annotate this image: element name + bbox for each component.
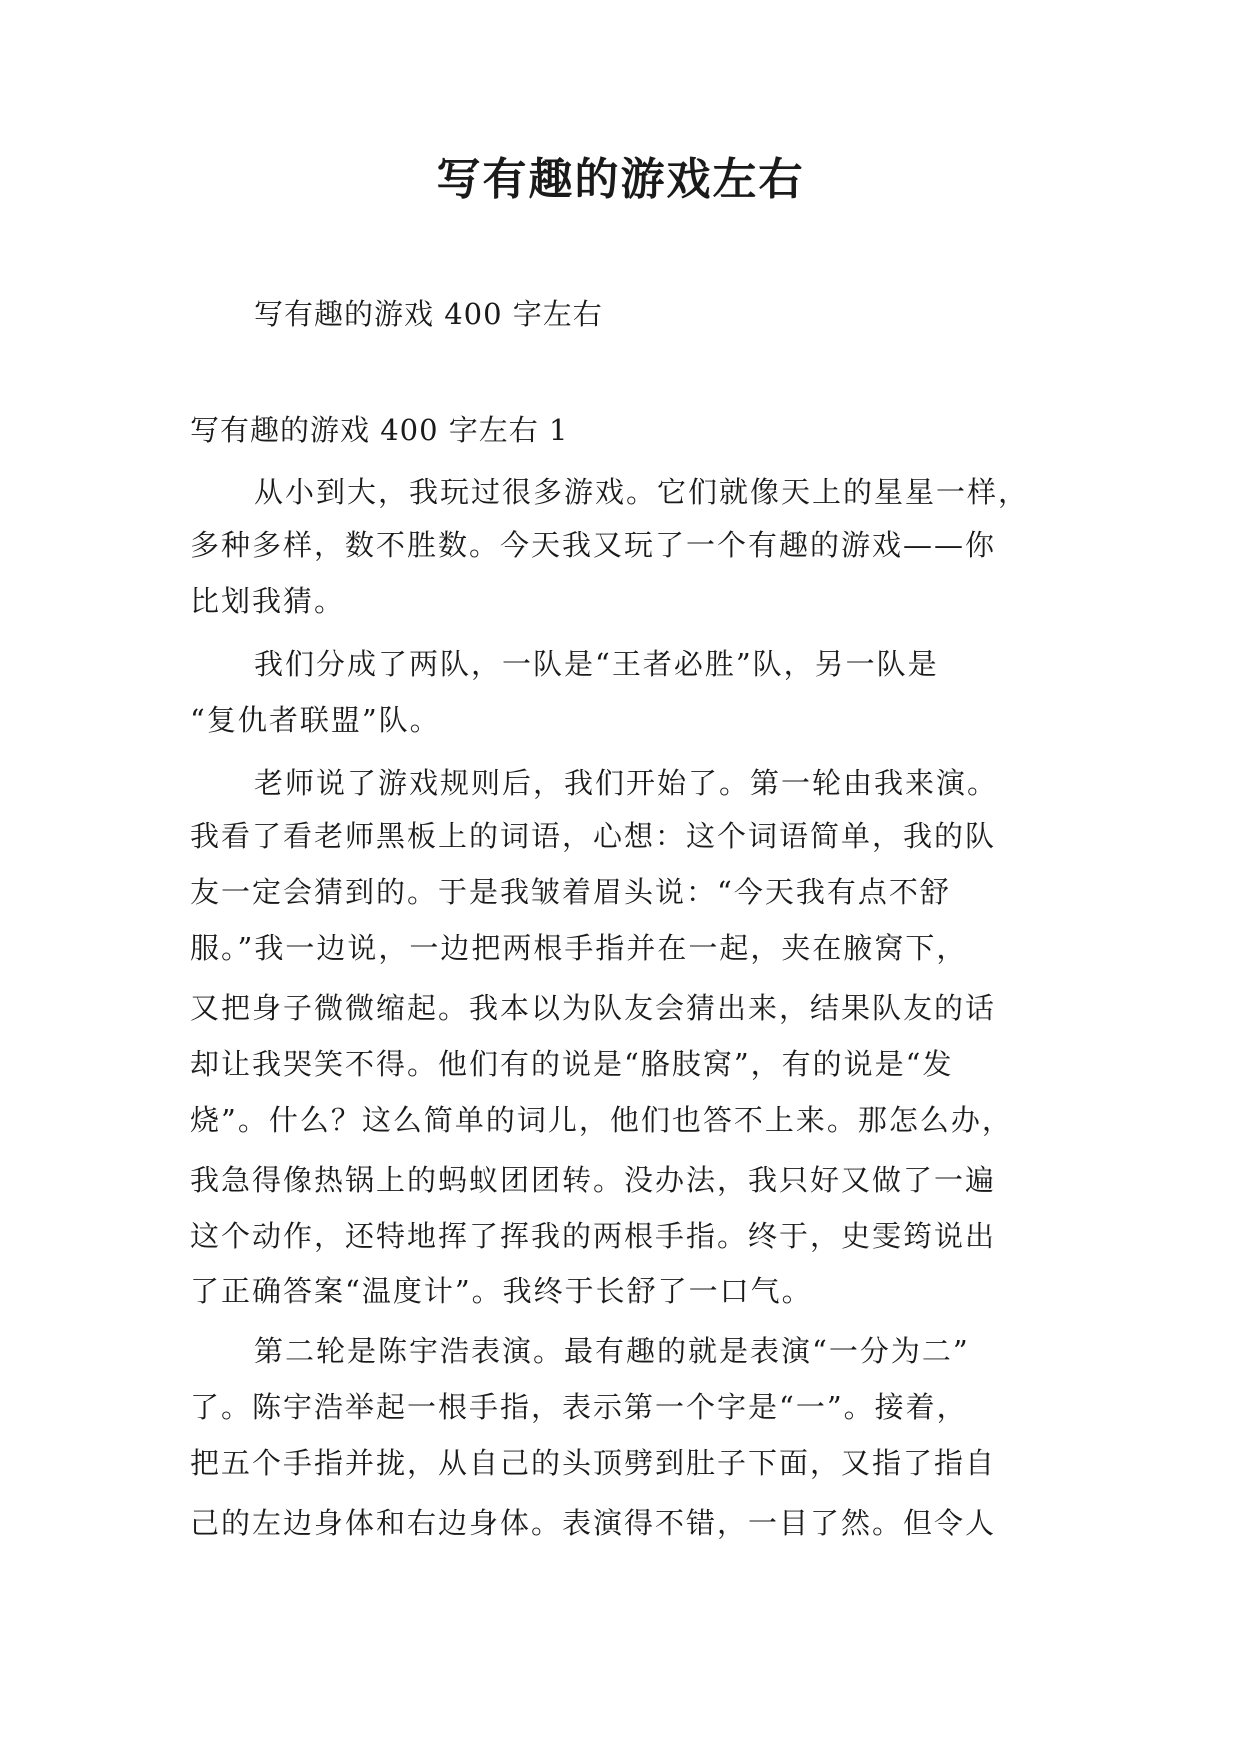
body-line: 了。陈宇浩举起一根手指，表示第一个字是“一”。接着， bbox=[190, 1390, 968, 1424]
body-line: 我看了看老师黑板上的词语，心想：这个词语简单，我的队 bbox=[190, 819, 997, 853]
body-line: 从小到大，我玩过很多游戏。它们就像天上的星星一样， bbox=[254, 475, 1030, 509]
body-line: 老师说了游戏规则后，我们开始了。第一轮由我来演。 bbox=[254, 766, 999, 800]
body-line: 我急得像热锅上的蚂蚁团团转。没办法，我只好又做了一遍 bbox=[190, 1163, 997, 1197]
body-line: 第二轮是陈宇浩表演。最有趣的就是表演“一分为二” bbox=[254, 1334, 970, 1368]
section-heading: 写有趣的游戏 400 字左右 1 bbox=[190, 413, 569, 447]
body-line: “复仇者联盟”队。 bbox=[190, 703, 441, 737]
body-line: 却让我哭笑不得。他们有的说是“胳肢窝”，有的说是“发 bbox=[190, 1047, 954, 1081]
body-line: 又把身子微微缩起。我本以为队友会猜出来，结果队友的话 bbox=[190, 991, 997, 1025]
body-line: 烧”。什么？这么简单的词儿，他们也答不上来。那怎么办， bbox=[190, 1103, 1013, 1137]
body-line: 这个动作，还特地挥了挥我的两根手指。终于，史雯筠说出 bbox=[190, 1219, 997, 1253]
body-line: 把五个手指并拢，从自己的头顶劈到肚子下面，又指了指自 bbox=[190, 1446, 997, 1480]
body-line: 多种多样，数不胜数。今天我又玩了一个有趣的游戏——你 bbox=[190, 528, 997, 562]
body-line: 服。”我一边说，一边把两根手指并在一起，夹在腋窝下， bbox=[190, 931, 968, 965]
body-line: 比划我猜。 bbox=[190, 584, 346, 618]
body-line: 己的左边身体和右边身体。表演得不错，一目了然。但令人 bbox=[190, 1506, 997, 1540]
document-subtitle: 写有趣的游戏 400 字左右 bbox=[254, 297, 603, 331]
body-line: 了正确答案“温度计”。我终于长舒了一口气。 bbox=[190, 1274, 813, 1308]
document-title: 写有趣的游戏左右 bbox=[436, 154, 805, 205]
body-line: 我们分成了两队，一队是“王者必胜”队，另一队是 bbox=[254, 647, 939, 681]
body-line: 友一定会猜到的。于是我皱着眉头说：“今天我有点不舒 bbox=[190, 875, 951, 909]
